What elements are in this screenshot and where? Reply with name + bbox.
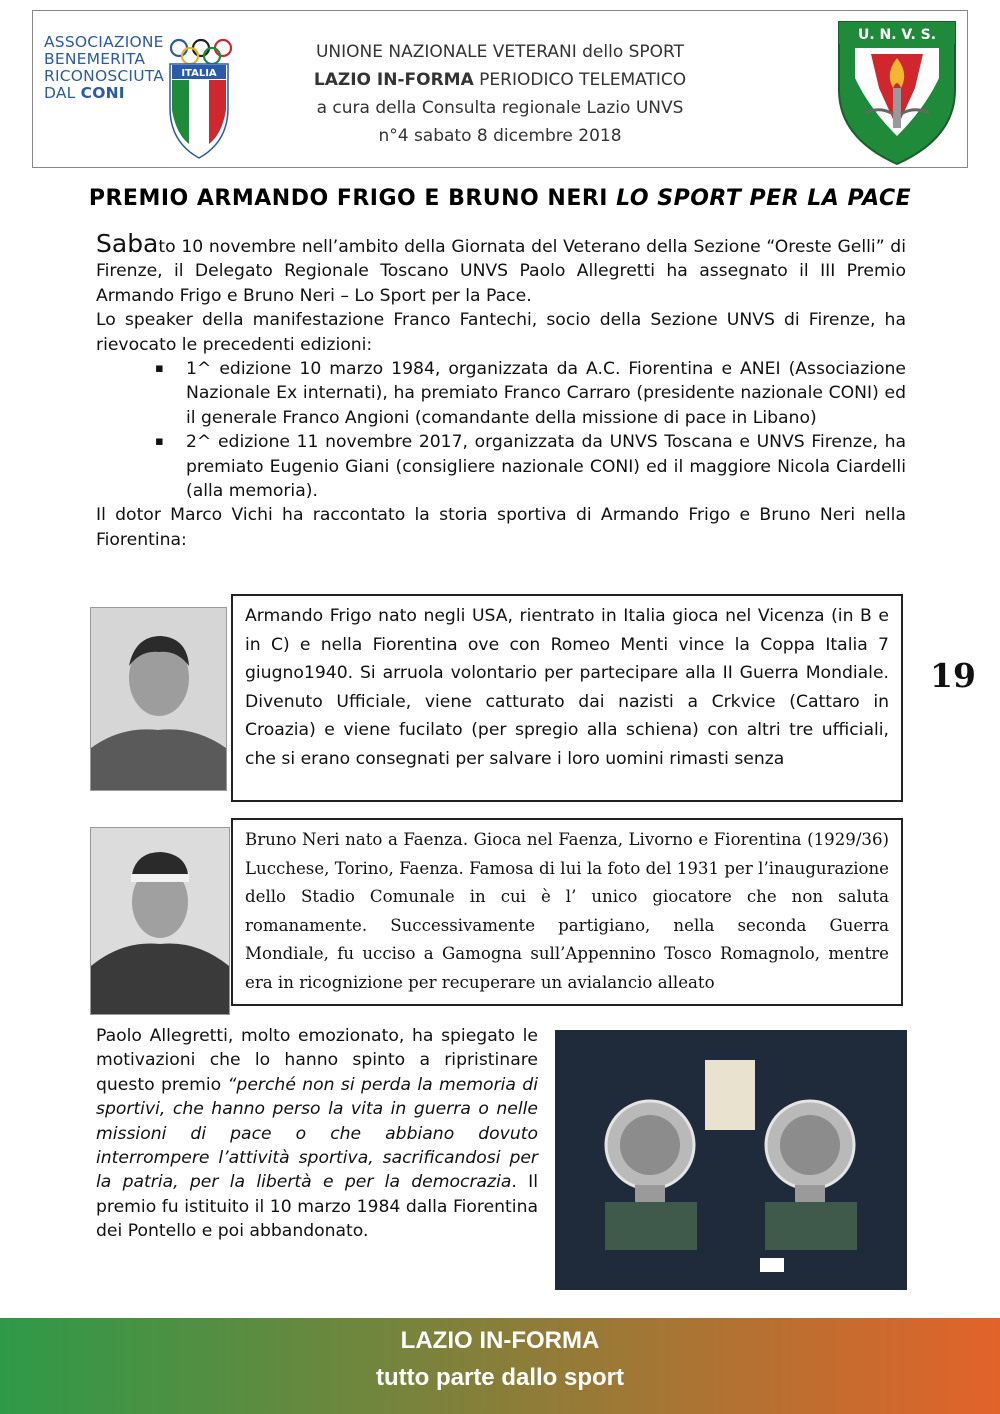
list-item: ▪ 2^ edizione 11 novembre 2017, organizzata da UNVS Toscana e UNVS Firenze, ha premiato Eugenio Giani (consigliere nazionale CONI) ed il maggiore Nicola Ciardelli (alla memoria). xyxy=(186,430,906,503)
coni-association-text xyxy=(44,34,164,102)
editions-list xyxy=(96,357,906,503)
coni-text-line: DAL CONI xyxy=(44,84,125,102)
closing-paragraph xyxy=(96,1024,538,1244)
intro-paragraph xyxy=(96,229,906,308)
closing-text-end: . Il premio fu istituito il 10 marzo 1984 dalla Fiorentina dei Pontello e poi abbandonato. xyxy=(96,1172,538,1242)
coni-text-line: ASSOCIAZIONE xyxy=(44,33,164,51)
masthead xyxy=(250,38,750,150)
title-plain: PREMIO ARMANDO FRIGO E BRUNO NERI xyxy=(88,186,617,211)
frigo-bio-text: Armando Frigo nato negli USA, rientrato in Italia gioca nel Vicenza (in B e in C) e nella Fiorentina ove con Romeo Menti vince la Coppa Italia 7 giugno1940. Si arruola volontario per partecipare alla II Guerra Mondiale. Divenuto Ufficiale, viene catturato dai nazisti a Crkvice (Cattaro in Croazia) e viene fucilato (per spregio alla schiena) con altri tre ufficiali, che si erano consegnati per salvare i loro uomini rimasti senza xyxy=(245,606,889,769)
trophies-photo xyxy=(555,1030,907,1290)
closing-quote: “perché non si perda la memoria di sportivi, che hanno perso la vita in guerra o nelle missioni di pace o che abbiano dovuto interrompere l’attività sportiva, sacrificandosi per la patria, per la libertà e per la democrazia xyxy=(96,1074,538,1193)
coni-text-line: RICONOSCIUTA xyxy=(44,67,165,85)
masthead-line3: a cura della Consulta regionale Lazio UNVS xyxy=(316,98,684,118)
list-item: ▪ 1^ edizione 10 marzo 1984, organizzata da A.C. Fiorentina e ANEI (Associazione Nazionale Ex internati), ha premiato Franco Carraro (presidente nazionale CONI) ed il generale Franco Angioni (comandante della missione di pace in Libano) xyxy=(186,357,906,430)
masthead-line4: n°4 sabato 8 dicembre 2018 xyxy=(378,126,622,146)
coni-text-line: BENEMERITA xyxy=(44,50,146,68)
intro-text: to 10 novembre nell’ambito della Giornata del Veterano della Sezione “Oreste Gelli” di Firenze, il Delegato Regionale Toscano UNVS Paolo Allegretti ha assegnato il III Premio Armando Frigo e Bruno Neri – Lo Sport per la Pace. xyxy=(96,237,906,306)
neri-bio-text: Bruno Neri nato a Faenza. Gioca nel Faenza, Livorno e Fiorentina (1929/36) Lucchese, Torino, Faenza. Famosa di lui la foto del 1931 per l’inaugurazione dello Stadio Comunale in cui è l’ unico giocatore che non saluta romanamente. Successivamente partigiano, nella seconda Guerra Mondiale, fu ucciso a Gamogna sull’Appennino Tosco Romagnolo, mentre era in ricognizione per recuperare un avialancio alleato xyxy=(245,830,889,992)
article-title xyxy=(60,186,940,211)
title-italic: LO SPORT PER LA PACE xyxy=(616,186,912,211)
masthead-line1: UNIONE NAZIONALE VETERANI dello SPORT xyxy=(315,42,685,62)
unvs-label: U. N. V. S. xyxy=(857,27,937,43)
footer-title: LAZIO IN-FORMA xyxy=(400,1327,600,1354)
neri-portrait-photo xyxy=(90,827,230,1015)
intro-drop: Saba xyxy=(96,229,159,258)
closing-text: Paolo Allegretti, molto emozionato, ha spiegato le motivazioni che lo hanno spinto a ripristinare questo premio xyxy=(96,1026,538,1095)
italia-label: ITALIA xyxy=(181,68,217,79)
masthead-line2: LAZIO IN-FORMA PERIODICO TELEMATICO xyxy=(313,70,687,90)
neri-bio-box xyxy=(231,818,903,1006)
coni-logo xyxy=(44,34,234,144)
frigo-portrait-photo xyxy=(90,607,227,791)
footer-tagline: tutto parte dallo sport xyxy=(376,1364,624,1391)
vichi-paragraph: Il dotor Marco Vichi ha raccontato la storia sportiva di Armando Frigo e Bruno Neri nella Fiorentina: xyxy=(96,505,906,550)
speaker-paragraph: Lo speaker della manifestazione Franco Fantechi, socio della Sezione UNVS di Firenze, ha rievocato le precedenti edizioni: xyxy=(96,310,906,355)
page-number: 19 xyxy=(930,656,976,695)
article-body xyxy=(96,229,906,552)
unvs-shield-logo xyxy=(835,18,959,168)
italia-shield-icon xyxy=(168,60,230,160)
frigo-bio-box xyxy=(231,594,903,802)
